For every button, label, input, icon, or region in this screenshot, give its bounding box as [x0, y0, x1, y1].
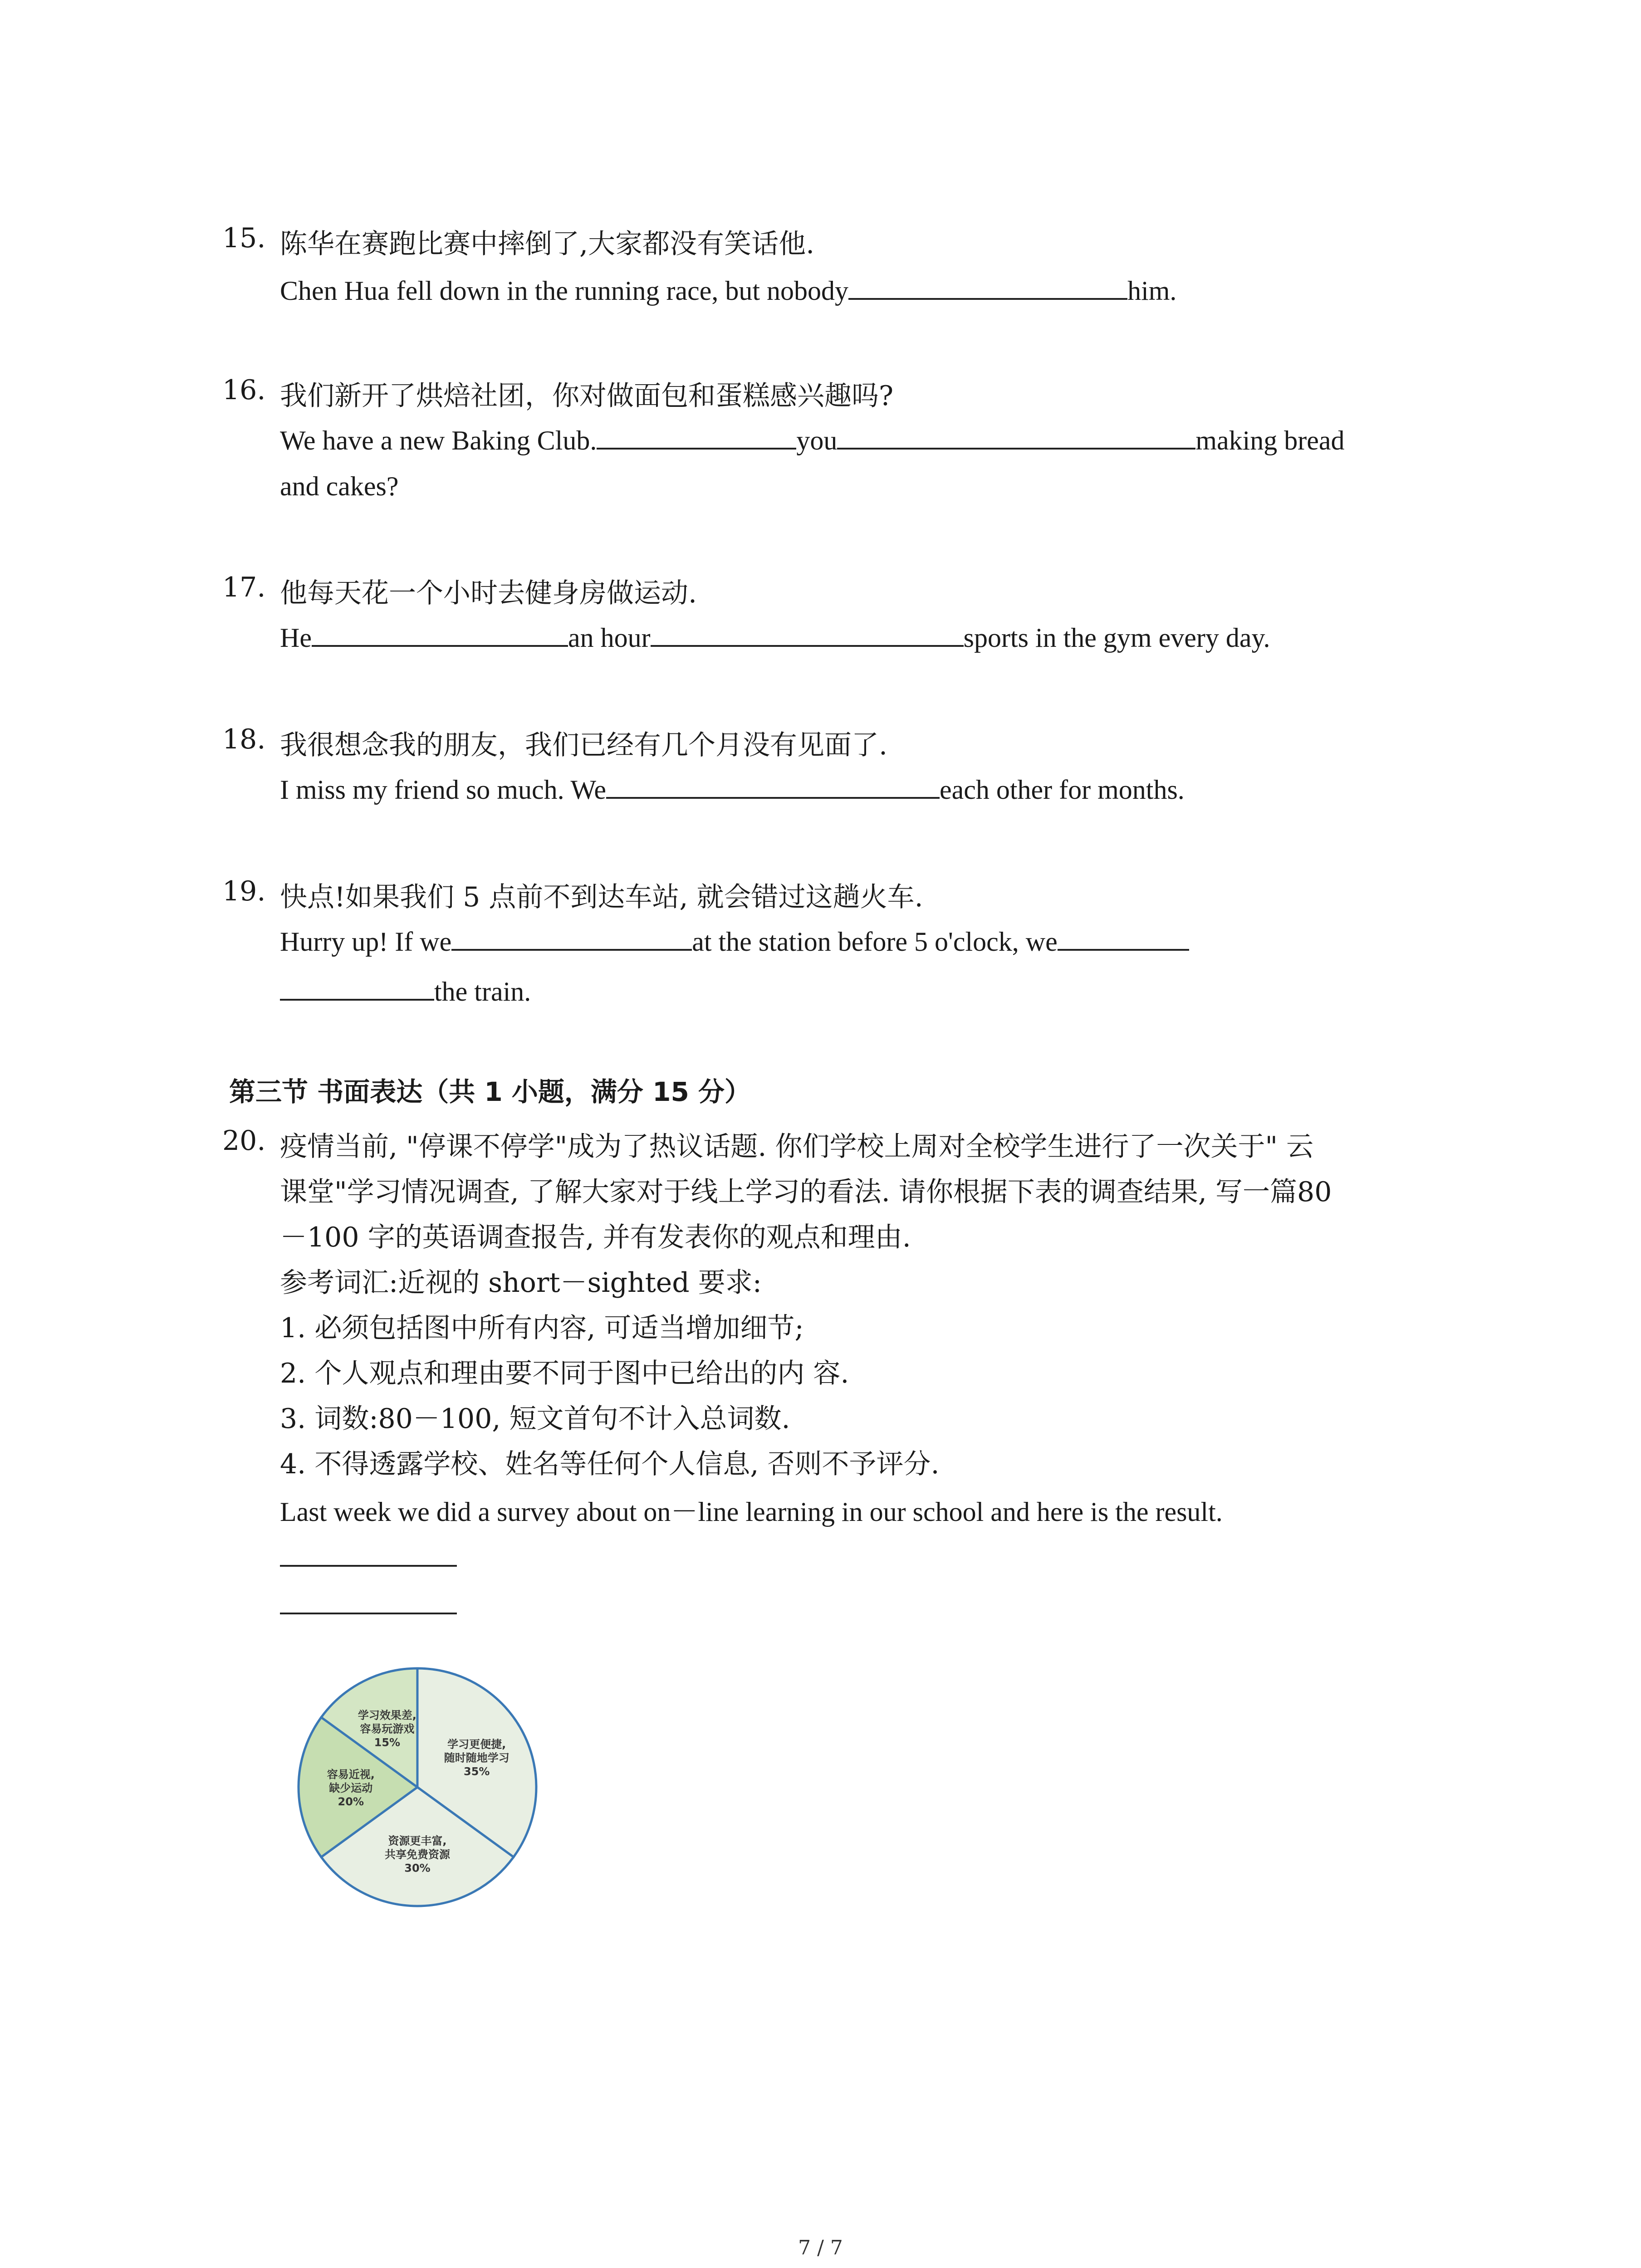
- question-number: 15.: [222, 222, 266, 254]
- q19-text-c: the train.: [434, 977, 531, 1007]
- question-number: 19.: [222, 875, 266, 907]
- section-heading: 第三节 书面表达（共 1 小题，满分 15 分）: [229, 1076, 751, 1107]
- q15-text-b: him.: [1127, 276, 1177, 306]
- question-18-chinese: 我很想念我的朋友，我们已经有几个月没有见面了.: [280, 729, 888, 761]
- question-17-english: [280, 621, 1270, 654]
- question-number: 18.: [222, 723, 266, 755]
- pie-slice-label: 随时随地学习: [444, 1751, 509, 1765]
- pie-slice-label: 资源更丰富,: [388, 1834, 447, 1848]
- pie-slice-percent: 30%: [404, 1862, 431, 1875]
- q20-line-3: －100 字的英语调查报告, 并有发表你的观点和理由.: [280, 1222, 911, 1253]
- q20-opening-sentence: Last week we did a survey about on－line learning in our school and here is the result.: [280, 1497, 1223, 1527]
- q17-text-a: He: [280, 623, 312, 653]
- question-number: 17.: [222, 572, 266, 603]
- q20-line-1: 疫情当前, "停课不停学"成为了热议话题. 你们学校上周对全校学生进行了一次关于" 云: [280, 1131, 1314, 1163]
- q16-text-b: you: [796, 425, 838, 455]
- answer-blank[interactable]: [848, 274, 1127, 300]
- writing-line[interactable]: [280, 1613, 457, 1614]
- q20-req-2: 2. 个人观点和理由要不同于图中已给出的内 容.: [280, 1358, 849, 1389]
- q19-text-b: at the station before 5 o'clock, we: [692, 927, 1058, 957]
- question-number: 16.: [222, 374, 266, 406]
- answer-blank[interactable]: [651, 621, 964, 647]
- q20-req-4: 4. 不得透露学校、姓名等任何个人信息, 否则不予评分.: [280, 1448, 940, 1480]
- question-number: 20.: [222, 1125, 266, 1157]
- page-number: 7 / 7: [798, 2236, 843, 2259]
- q20-req-3: 3. 词数:80－100, 短文首句不计入总词数.: [280, 1403, 790, 1435]
- pie-slice-label: 缺少运动: [329, 1782, 373, 1794]
- pie-slice-label: 容易近视,: [327, 1768, 375, 1781]
- answer-blank[interactable]: [1058, 925, 1189, 951]
- question-18-english: [280, 773, 1185, 806]
- answer-blank[interactable]: [606, 773, 940, 799]
- q18-text-b: each other for months.: [939, 775, 1185, 805]
- pie-slice-label: 共享免费资源: [385, 1848, 450, 1861]
- answer-blank[interactable]: [280, 975, 434, 1001]
- q16-text-a: We have a new Baking Club.: [280, 425, 597, 455]
- answer-blank[interactable]: [837, 424, 1195, 450]
- question-19-english-line2: [280, 975, 531, 1007]
- question-16-english: [280, 424, 1345, 456]
- answer-blank[interactable]: [597, 424, 796, 450]
- pie-slice-percent: 35%: [464, 1765, 490, 1778]
- q18-text-a: I miss my friend so much. We: [280, 775, 606, 805]
- question-15-english: [280, 274, 1176, 307]
- pie-slice-percent: 20%: [338, 1795, 364, 1808]
- question-19-chinese: 快点!如果我们 5 点前不到达车站, 就会错过这趟火车.: [280, 881, 923, 913]
- answer-blank[interactable]: [312, 621, 568, 647]
- survey-pie-chart: [290, 1660, 544, 1914]
- q20-vocab: 参考词汇:近视的 short－sighted 要求:: [280, 1267, 762, 1299]
- q16-text-c: making bread: [1195, 425, 1345, 455]
- q20-req-1: 1. 必须包括图中所有内容, 可适当增加细节;: [280, 1312, 804, 1344]
- pie-slice-percent: 15%: [374, 1736, 401, 1749]
- pie-slice-label: 学习效果差,: [358, 1709, 416, 1722]
- question-17-chinese: 他每天花一个小时去健身房做运动.: [280, 577, 697, 609]
- question-16-english-line2: and cakes?: [280, 471, 399, 501]
- question-15-chinese: 陈华在赛跑比赛中摔倒了,大家都没有笑话他.: [280, 228, 815, 260]
- pie-slice-label: 容易玩游戏: [360, 1722, 415, 1735]
- q15-text-a: Chen Hua fell down in the running race, but nobody: [280, 276, 849, 306]
- q19-text-a: Hurry up! If we: [280, 927, 452, 957]
- pie-slice-label: 学习更便捷,: [447, 1738, 506, 1751]
- question-16-chinese: 我们新开了烘焙社团，你对做面包和蛋糕感兴趣吗?: [280, 380, 894, 412]
- q20-line-2: 课堂"学习情况调查, 了解大家对于线上学习的看法. 请你根据下表的调查结果, 写一篇80: [280, 1176, 1332, 1208]
- q17-text-b: an hour: [568, 623, 651, 653]
- writing-line[interactable]: [280, 1565, 457, 1567]
- q17-text-c: sports in the gym every day.: [963, 623, 1270, 653]
- question-19-english: [280, 925, 1189, 958]
- answer-blank[interactable]: [451, 925, 692, 951]
